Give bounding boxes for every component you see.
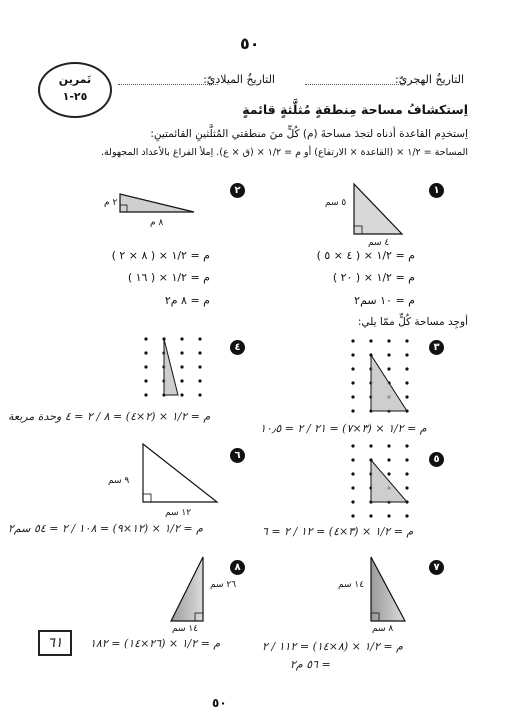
- problem-8-triangle: [165, 555, 210, 625]
- gregorian-date-label: التاريخُ الميلاديّ:: [203, 73, 275, 86]
- problem-4-answer: م = ١/٢ × (٢×٤) = ٨ / ٢ = ٤ وحدة مربعة: [8, 410, 211, 423]
- problem-3-dot-grid: [345, 335, 425, 420]
- problem-2-line-1: م = ١/٢ × ( ٨ × ٢ ): [111, 249, 210, 262]
- problem-6-base-label: ١٢ سم: [165, 508, 192, 518]
- problem-2-line-2: م = ١/٢ × ( ١٦ ): [127, 271, 210, 284]
- problem-7-base-label: ٨ سم: [372, 624, 394, 634]
- problem-3-number: ٣: [429, 340, 444, 355]
- problem-2-side-label: ٢ م: [104, 198, 118, 208]
- exercise-badge: [38, 62, 112, 118]
- problem-2-line-3: م = ٨ م٢: [164, 294, 210, 307]
- problem-2-number: ٢: [230, 183, 245, 198]
- gregorian-date-field[interactable]: [118, 84, 218, 85]
- problem-5-answer: م = ١/٢ × (٣×٤) = ١٢ / ٢ = ٦: [262, 525, 414, 538]
- problem-8-number: ٨: [230, 560, 245, 575]
- problem-1-line-2: م = ١/٢ × ( ٢٠ ): [332, 271, 415, 284]
- problem-1-line-1: م = ١/٢ × ( ٤ × ٥ ): [316, 249, 415, 262]
- problem-6-triangle: [125, 440, 220, 508]
- problem-2-triangle: [118, 192, 198, 216]
- problem-6-number: ٦: [230, 448, 245, 463]
- lesson-formula: المساحة = ١/٢ × (القاعدة × الارتفاع) أو م = ١/٢ × (ق × ع). اِملأ الفراغ بالأعداد المجهولة.: [100, 147, 468, 158]
- problem-8-base-label: ١٤ سم: [172, 624, 199, 634]
- find-area-label: أوجِد مساحة كُلٍّ ممّا يلي:: [357, 316, 468, 328]
- page-number-top: ٥٠: [240, 34, 260, 53]
- handwritten-page-box: ٦١: [38, 630, 72, 656]
- exercise-badge-number: ٢٥-١: [62, 90, 88, 103]
- problem-3-answer: م = ١/٢ × (٣×٧) = ٢١ / ٢ = ١٠٫٥: [260, 422, 427, 435]
- problem-7-number: ٧: [429, 560, 444, 575]
- problem-1-number: ١: [429, 183, 444, 198]
- problem-1-side-label: ٥ سم: [325, 198, 347, 208]
- problem-7-answer-line-2: = ٥٦ م٢: [290, 658, 331, 671]
- problem-8-answer: م = ١/٢ × (٢٦×١٤) = ١٨٢: [90, 637, 221, 650]
- problem-4-dot-grid: [138, 333, 218, 413]
- problem-7-answer-line-1: م = ١/٢ × (٨×١٤) = ١١٢ / ٢: [262, 640, 403, 653]
- problem-1-base-label: ٤ سم: [368, 238, 390, 248]
- problem-1-triangle: [350, 182, 410, 240]
- problem-4-number: ٤: [230, 340, 245, 355]
- problem-7-triangle: [365, 555, 410, 625]
- page-number-bottom: ٥٠: [212, 696, 227, 710]
- problem-8-side-label: ٢٦ سم: [210, 580, 237, 590]
- exercise-badge-title: تَمرين: [58, 73, 92, 86]
- problem-6-side-label: ٩ سم: [108, 476, 130, 486]
- hijri-date-label: التاريخُ الهجريّ:: [394, 73, 464, 86]
- lesson-title: اِستكشافُ مساحة مِنطقةٍ مُثلَّثةٍ قائمةٍ: [242, 102, 468, 117]
- problem-6-answer: م = ١/٢ × (١٢×٩) = ١٠٨ / ٢ = ٥٤ سم٢: [8, 522, 203, 535]
- problem-7-side-label: ١٤ سم: [338, 580, 365, 590]
- lesson-instruction: اِستخدِم القاعدة أدناه لتجدَ مساحةَ (م) كُلٍّ منَ منطقتي المُثلَّثينِ القائمتينِ:: [150, 128, 468, 140]
- problem-2-base-label: ٨ م: [150, 218, 164, 228]
- problem-1-line-3: م = ١٠ سم٢: [354, 294, 415, 307]
- problem-5-dot-grid: [345, 440, 425, 520]
- problem-5-number: ٥: [429, 452, 444, 467]
- hijri-date-field[interactable]: [305, 84, 405, 85]
